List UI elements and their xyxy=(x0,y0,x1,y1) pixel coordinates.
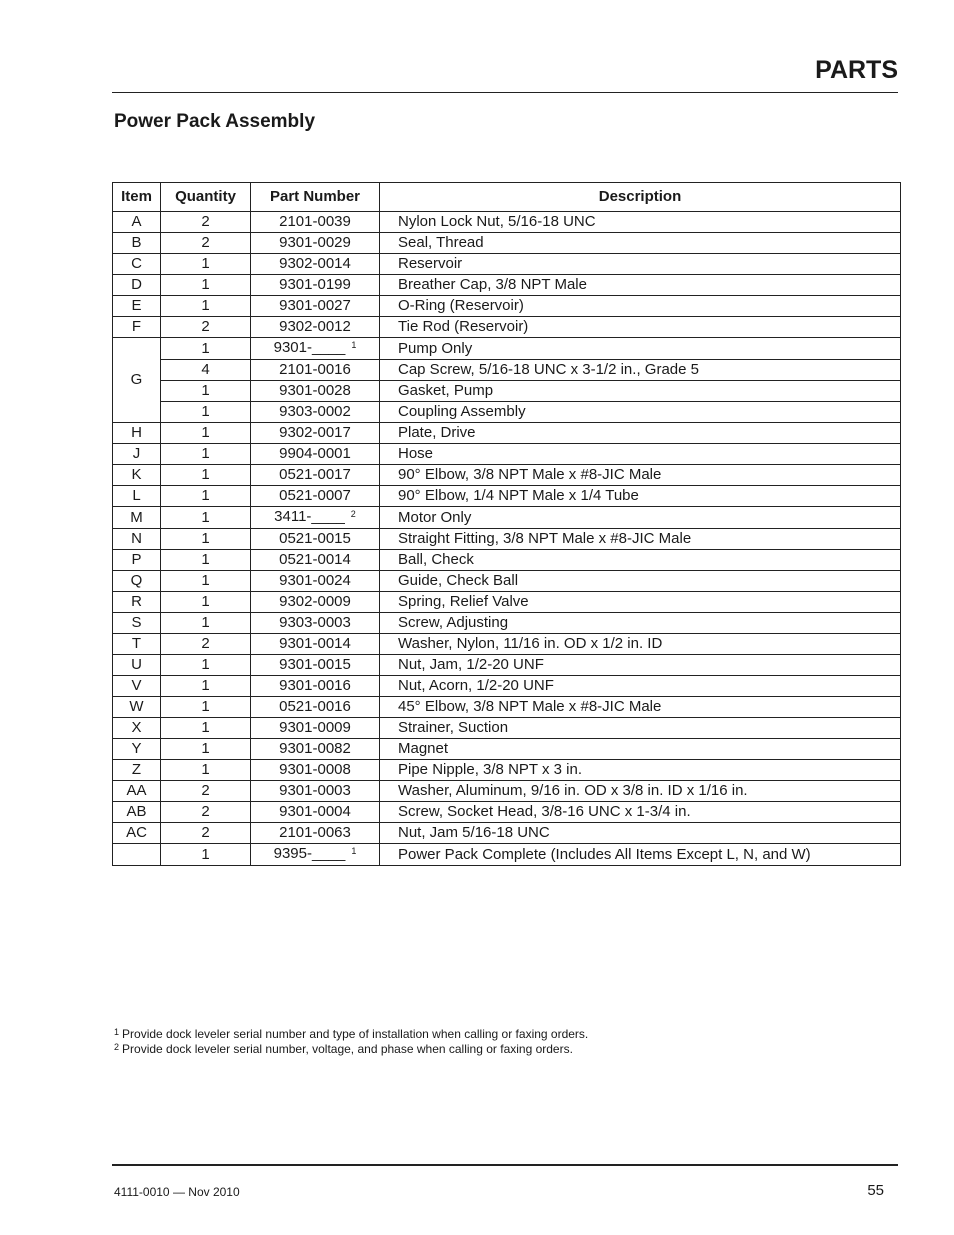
table-row xyxy=(113,423,901,444)
header-divider xyxy=(112,92,898,93)
item-cell: V xyxy=(113,676,161,697)
quantity-cell: 2 xyxy=(161,823,251,844)
part-number-wrapper xyxy=(279,212,351,232)
part-number-wrapper xyxy=(279,444,351,464)
table-row xyxy=(113,634,901,655)
quantity-cell: 1 xyxy=(161,486,251,507)
part-number-text: 9301-0199 xyxy=(279,276,351,293)
item-cell: K xyxy=(113,465,161,486)
table-row xyxy=(113,254,901,275)
quantity-cell: 2 xyxy=(161,802,251,823)
part-number-wrapper xyxy=(279,718,351,738)
part-number-wrapper xyxy=(279,802,351,822)
item-cell: W xyxy=(113,697,161,718)
part-number-wrapper xyxy=(279,360,351,380)
quantity-cell: 1 xyxy=(161,465,251,486)
part-number-cell xyxy=(251,402,380,423)
part-number-cell xyxy=(251,550,380,571)
description-cell: Magnet xyxy=(380,739,901,760)
item-cell: AC xyxy=(113,823,161,844)
part-number-cell xyxy=(251,360,380,381)
footnote-2 xyxy=(114,1042,573,1058)
part-number-text: 2101-0039 xyxy=(279,213,351,230)
part-number-cell xyxy=(251,423,380,444)
table-row xyxy=(113,465,901,486)
table-row xyxy=(113,381,901,402)
footnote-mark: 1 xyxy=(114,1027,120,1037)
table-row xyxy=(113,739,901,760)
table-row xyxy=(113,529,901,550)
footer-divider xyxy=(112,1164,898,1166)
table-row xyxy=(113,613,901,634)
description-cell: Guide, Check Ball xyxy=(380,571,901,592)
quantity-cell: 1 xyxy=(161,296,251,317)
part-number-wrapper xyxy=(279,634,351,654)
item-cell: P xyxy=(113,550,161,571)
part-number-wrapper xyxy=(279,402,351,422)
item-cell: T xyxy=(113,634,161,655)
item-cell: Z xyxy=(113,760,161,781)
part-number-cell xyxy=(251,317,380,338)
part-number-wrapper xyxy=(279,697,351,717)
part-number-text: 9395-____ xyxy=(273,845,346,862)
part-number-cell xyxy=(251,844,380,866)
part-number-wrapper xyxy=(279,254,351,274)
part-number-text: 0521-0015 xyxy=(279,530,351,547)
part-number-text: 0521-0017 xyxy=(279,466,351,483)
part-number-text: 9301-0003 xyxy=(279,782,351,799)
table-row xyxy=(113,212,901,233)
quantity-cell: 2 xyxy=(161,233,251,254)
table-row xyxy=(113,507,901,529)
part-number-wrapper xyxy=(274,844,357,865)
quantity-cell: 1 xyxy=(161,760,251,781)
item-cell: R xyxy=(113,592,161,613)
quantity-cell: 1 xyxy=(161,402,251,423)
quantity-cell: 1 xyxy=(161,444,251,465)
item-cell: H xyxy=(113,423,161,444)
part-number-text: 9303-0002 xyxy=(279,403,351,420)
part-number-wrapper xyxy=(279,423,351,443)
quantity-cell: 1 xyxy=(161,739,251,760)
footnote-reference: 2 xyxy=(350,509,356,519)
description-cell: Nut, Acorn, 1/2-20 UNF xyxy=(380,676,901,697)
description-cell: Gasket, Pump xyxy=(380,381,901,402)
table-row xyxy=(113,317,901,338)
quantity-cell: 4 xyxy=(161,360,251,381)
description-cell: Washer, Aluminum, 9/16 in. OD x 3/8 in. ID x 1/16 in. xyxy=(380,781,901,802)
quantity-cell: 1 xyxy=(161,571,251,592)
quantity-cell: 1 xyxy=(161,718,251,739)
parts-table xyxy=(112,182,901,866)
part-number-wrapper xyxy=(279,550,351,570)
part-number-cell xyxy=(251,655,380,676)
part-number-text: 0521-0016 xyxy=(279,698,351,715)
table-row xyxy=(113,550,901,571)
part-number-cell xyxy=(251,507,380,529)
table-row xyxy=(113,655,901,676)
footnote-text: Provide dock leveler serial number, voltage, and phase when calling or faxing orders. xyxy=(122,1042,573,1056)
table-row xyxy=(113,402,901,423)
quantity-cell: 1 xyxy=(161,275,251,296)
quantity-cell: 2 xyxy=(161,634,251,655)
description-cell: Coupling Assembly xyxy=(380,402,901,423)
part-number-wrapper xyxy=(279,296,351,316)
description-cell: Breather Cap, 3/8 NPT Male xyxy=(380,275,901,296)
table-row xyxy=(113,592,901,613)
part-number-cell xyxy=(251,781,380,802)
item-cell: E xyxy=(113,296,161,317)
part-number-cell xyxy=(251,676,380,697)
description-cell: Strainer, Suction xyxy=(380,718,901,739)
part-number-cell xyxy=(251,465,380,486)
part-number-wrapper xyxy=(279,381,351,401)
part-number-cell xyxy=(251,718,380,739)
part-number-wrapper xyxy=(274,338,357,359)
description-cell: Straight Fitting, 3/8 NPT Male x #8-JIC Male xyxy=(380,529,901,550)
description-cell: Tie Rod (Reservoir) xyxy=(380,317,901,338)
part-number-cell xyxy=(251,697,380,718)
table-row xyxy=(113,676,901,697)
table-row xyxy=(113,844,901,866)
part-number-wrapper xyxy=(279,529,351,549)
part-number-cell xyxy=(251,381,380,402)
item-cell: B xyxy=(113,233,161,254)
footnote-1 xyxy=(114,1027,588,1043)
description-cell: Cap Screw, 5/16-18 UNC x 3-1/2 in., Grade 5 xyxy=(380,360,901,381)
description-cell: Power Pack Complete (Includes All Items Except L, N, and W) xyxy=(380,844,901,866)
footnote-mark: 2 xyxy=(114,1042,120,1052)
part-number-text: 9302-0017 xyxy=(279,424,351,441)
part-number-cell xyxy=(251,296,380,317)
table-row xyxy=(113,233,901,254)
description-cell: Hose xyxy=(380,444,901,465)
quantity-cell: 1 xyxy=(161,507,251,529)
part-number-cell xyxy=(251,254,380,275)
part-number-wrapper xyxy=(279,760,351,780)
item-cell: D xyxy=(113,275,161,296)
part-number-wrapper xyxy=(279,676,351,696)
table-row xyxy=(113,296,901,317)
table-row xyxy=(113,697,901,718)
item-cell: A xyxy=(113,212,161,233)
part-number-wrapper xyxy=(279,613,351,633)
part-number-text: 9301-0027 xyxy=(279,297,351,314)
item-cell: M xyxy=(113,507,161,529)
part-number-cell xyxy=(251,529,380,550)
description-cell: 90° Elbow, 1/4 NPT Male x 1/4 Tube xyxy=(380,486,901,507)
description-cell: 45° Elbow, 3/8 NPT Male x #8-JIC Male xyxy=(380,697,901,718)
table-row xyxy=(113,718,901,739)
part-number-text: 9301-0015 xyxy=(279,656,351,673)
part-number-wrapper xyxy=(274,507,356,528)
part-number-wrapper xyxy=(279,739,351,759)
part-number-text: 0521-0014 xyxy=(279,551,351,568)
item-cell: N xyxy=(113,529,161,550)
part-number-cell xyxy=(251,275,380,296)
quantity-cell: 1 xyxy=(161,423,251,444)
table-row xyxy=(113,338,901,360)
description-cell: Nut, Jam, 1/2-20 UNF xyxy=(380,655,901,676)
item-cell: L xyxy=(113,486,161,507)
description-cell: Plate, Drive xyxy=(380,423,901,444)
footnote-reference: 1 xyxy=(351,846,357,856)
part-number-wrapper xyxy=(279,823,351,843)
part-number-cell xyxy=(251,444,380,465)
description-cell: 90° Elbow, 3/8 NPT Male x #8-JIC Male xyxy=(380,465,901,486)
table-row xyxy=(113,360,901,381)
part-number-cell xyxy=(251,802,380,823)
quantity-cell: 1 xyxy=(161,676,251,697)
table-row xyxy=(113,760,901,781)
description-cell: Screw, Adjusting xyxy=(380,613,901,634)
part-number-text: 9301-0014 xyxy=(279,635,351,652)
quantity-cell: 1 xyxy=(161,655,251,676)
part-number-text: 9301-0009 xyxy=(279,719,351,736)
part-number-text: 9301-____ xyxy=(273,339,346,356)
item-cell xyxy=(113,844,161,866)
item-cell: Q xyxy=(113,571,161,592)
quantity-cell: 1 xyxy=(161,592,251,613)
part-number-text: 9301-0008 xyxy=(279,761,351,778)
item-cell: G xyxy=(113,338,161,423)
item-cell: S xyxy=(113,613,161,634)
page-title: Power Pack Assembly xyxy=(114,111,316,132)
table-row xyxy=(113,571,901,592)
part-number-wrapper xyxy=(279,655,351,675)
parts-table-body xyxy=(113,212,901,866)
part-number-wrapper xyxy=(279,275,351,295)
description-cell: Nylon Lock Nut, 5/16-18 UNC xyxy=(380,212,901,233)
part-number-text: 9301-0082 xyxy=(279,740,351,757)
part-number-wrapper xyxy=(279,571,351,591)
description-cell: Nut, Jam 5/16-18 UNC xyxy=(380,823,901,844)
part-number-text: 9904-0001 xyxy=(279,445,351,462)
description-cell: Ball, Check xyxy=(380,550,901,571)
quantity-cell: 1 xyxy=(161,338,251,360)
part-number-text: 9302-0009 xyxy=(279,593,351,610)
description-cell: Screw, Socket Head, 3/8-16 UNC x 1-3/4 in. xyxy=(380,802,901,823)
part-number-text: 9303-0003 xyxy=(279,614,351,631)
part-number-cell xyxy=(251,760,380,781)
part-number-text: 9301-0016 xyxy=(279,677,351,694)
part-number-text: 3411-____ xyxy=(274,508,345,525)
part-number-text: 2101-0063 xyxy=(279,824,351,841)
part-number-text: 9302-0012 xyxy=(279,318,351,335)
quantity-cell: 2 xyxy=(161,781,251,802)
quantity-cell: 2 xyxy=(161,317,251,338)
column-header-part-number: Part Number xyxy=(251,183,380,212)
part-number-cell xyxy=(251,486,380,507)
part-number-text: 0521-0007 xyxy=(279,487,351,504)
part-number-cell xyxy=(251,823,380,844)
part-number-text: 9301-0024 xyxy=(279,572,351,589)
table-row xyxy=(113,781,901,802)
item-cell: U xyxy=(113,655,161,676)
footnote-reference: 1 xyxy=(351,340,357,350)
item-cell: C xyxy=(113,254,161,275)
part-number-wrapper xyxy=(279,486,351,506)
item-cell: J xyxy=(113,444,161,465)
quantity-cell: 1 xyxy=(161,254,251,275)
column-header-quantity: Quantity xyxy=(161,183,251,212)
part-number-text: 9302-0014 xyxy=(279,255,351,272)
item-cell: Y xyxy=(113,739,161,760)
part-number-cell xyxy=(251,212,380,233)
description-cell: Washer, Nylon, 11/16 in. OD x 1/2 in. ID xyxy=(380,634,901,655)
part-number-text: 9301-0029 xyxy=(279,234,351,251)
part-number-wrapper xyxy=(279,592,351,612)
part-number-cell xyxy=(251,739,380,760)
quantity-cell: 1 xyxy=(161,381,251,402)
quantity-cell: 1 xyxy=(161,550,251,571)
item-cell: F xyxy=(113,317,161,338)
part-number-cell xyxy=(251,338,380,360)
part-number-cell xyxy=(251,634,380,655)
part-number-cell xyxy=(251,592,380,613)
part-number-text: 9301-0028 xyxy=(279,382,351,399)
part-number-text: 2101-0016 xyxy=(279,361,351,378)
item-cell: X xyxy=(113,718,161,739)
description-cell: Seal, Thread xyxy=(380,233,901,254)
part-number-text: 9301-0004 xyxy=(279,803,351,820)
column-header-item: Item xyxy=(113,183,161,212)
description-cell: Spring, Relief Valve xyxy=(380,592,901,613)
table-row xyxy=(113,802,901,823)
page-number: 55 xyxy=(867,1182,884,1199)
part-number-cell xyxy=(251,571,380,592)
quantity-cell: 1 xyxy=(161,529,251,550)
quantity-cell: 1 xyxy=(161,613,251,634)
document-id: 4111-0010 — Nov 2010 xyxy=(114,1185,240,1199)
table-row xyxy=(113,444,901,465)
table-row xyxy=(113,275,901,296)
table-header-row xyxy=(113,183,901,212)
quantity-cell: 1 xyxy=(161,697,251,718)
part-number-wrapper xyxy=(279,317,351,337)
table-row xyxy=(113,823,901,844)
footnote-text: Provide dock leveler serial number and type of installation when calling or faxing orders. xyxy=(122,1027,589,1041)
description-cell: Pipe Nipple, 3/8 NPT x 3 in. xyxy=(380,760,901,781)
item-cell: AA xyxy=(113,781,161,802)
description-cell: Motor Only xyxy=(380,507,901,529)
quantity-cell: 1 xyxy=(161,844,251,866)
description-cell: Reservoir xyxy=(380,254,901,275)
section-header: PARTS xyxy=(815,56,898,84)
part-number-cell xyxy=(251,233,380,254)
part-number-wrapper xyxy=(279,465,351,485)
description-cell: Pump Only xyxy=(380,338,901,360)
part-number-cell xyxy=(251,613,380,634)
table-row xyxy=(113,486,901,507)
quantity-cell: 2 xyxy=(161,212,251,233)
description-cell: O-Ring (Reservoir) xyxy=(380,296,901,317)
column-header-description: Description xyxy=(380,183,901,212)
part-number-wrapper xyxy=(279,233,351,253)
item-cell: AB xyxy=(113,802,161,823)
part-number-wrapper xyxy=(279,781,351,801)
